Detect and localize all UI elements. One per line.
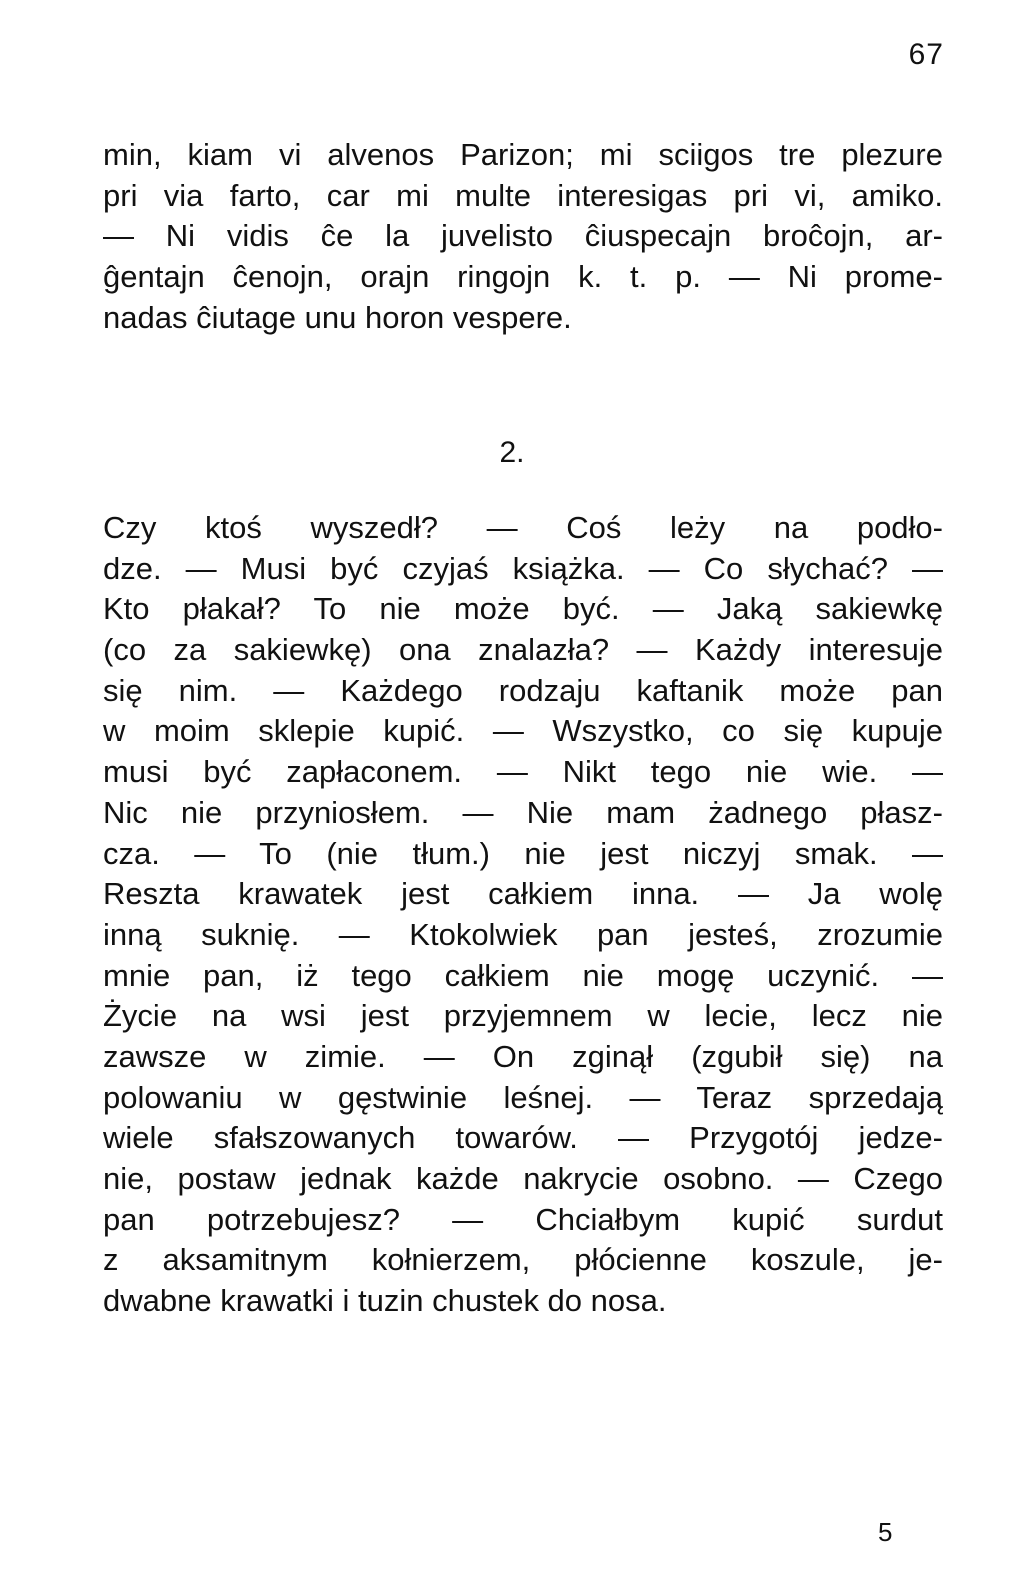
page-number: 67 [908,38,944,71]
text-line: z aksamitnym kołnierzem, płócienne koszule, je- [103,1242,943,1278]
text-line: Nic nie przyniosłem. — Nie mam żadnego płasz- [103,794,943,830]
text-line: się nim. — Każdego rodzaju kaftanik może pan [103,672,943,708]
text-line: zawsze w zimie. — On zginął (zgubił się) na [103,1038,943,1074]
text-line: polowaniu w gęstwinie leśnej. — Teraz sprzedają [103,1079,943,1115]
text-line: min, kiam vi alvenos Parizon; mi sciigos tre plezure [103,137,943,172]
paragraph-polish [103,508,943,1322]
text-line: nadas ĉiutage unu horon vespere. [103,299,572,335]
text-line: (co za sakiewkę) ona znalazła? — Każdy interesuje [103,632,943,668]
text-line: musi być zapłaconem. — Nikt tego nie wie. — [103,754,943,790]
text-line: — Ni vidis ĉe la juvelisto ĉiuspecajn broĉojn, ar- [103,218,943,254]
signature-mark: 5 [878,1517,893,1547]
text-line: inną suknię. — Ktokolwiek pan jesteś, zrozumie [103,916,943,952]
text-line: mnie pan, iż tego całkiem nie mogę uczynić. — [103,957,943,993]
text-line: pri via farto, car mi multe interesigas pri vi, amiko. [103,177,943,213]
text-line: ĝentajn ĉenojn, orajn ringojn k. t. p. — Ni prome- [103,259,943,295]
section-number: 2. [499,436,525,469]
text-line: pan potrzebujesz? — Chciałbym kupić surdut [103,1201,943,1237]
text-line: Reszta krawatek jest całkiem inna. — Ja wolę [103,876,943,912]
text-line: cza. — To (nie tłum.) nie jest niczyj smak. — [103,835,943,871]
text-line: wiele sfałszowanych towarów. — Przygotój jedze- [103,1120,943,1156]
text-line: Życie na wsi jest przyjemnem w lecie, lecz nie [103,998,943,1034]
text-line: Kto płakał? To nie może być. — Jaką sakiewkę [103,591,943,627]
text-line: dwabne krawatki i tuzin chustek do nosa. [103,1283,667,1319]
text-line: nie, postaw jednak każde nakrycie osobno. — Czego [103,1161,943,1196]
text-line: w moim sklepie kupić. — Wszystko, co się kupuje [103,713,943,749]
text-line: Czy ktoś wyszedł? — Coś leży na podło- [103,510,943,545]
text-line: dze. — Musi być czyjaś książka. — Co słychać? — [103,550,943,586]
paragraph-esperanto [103,135,943,338]
